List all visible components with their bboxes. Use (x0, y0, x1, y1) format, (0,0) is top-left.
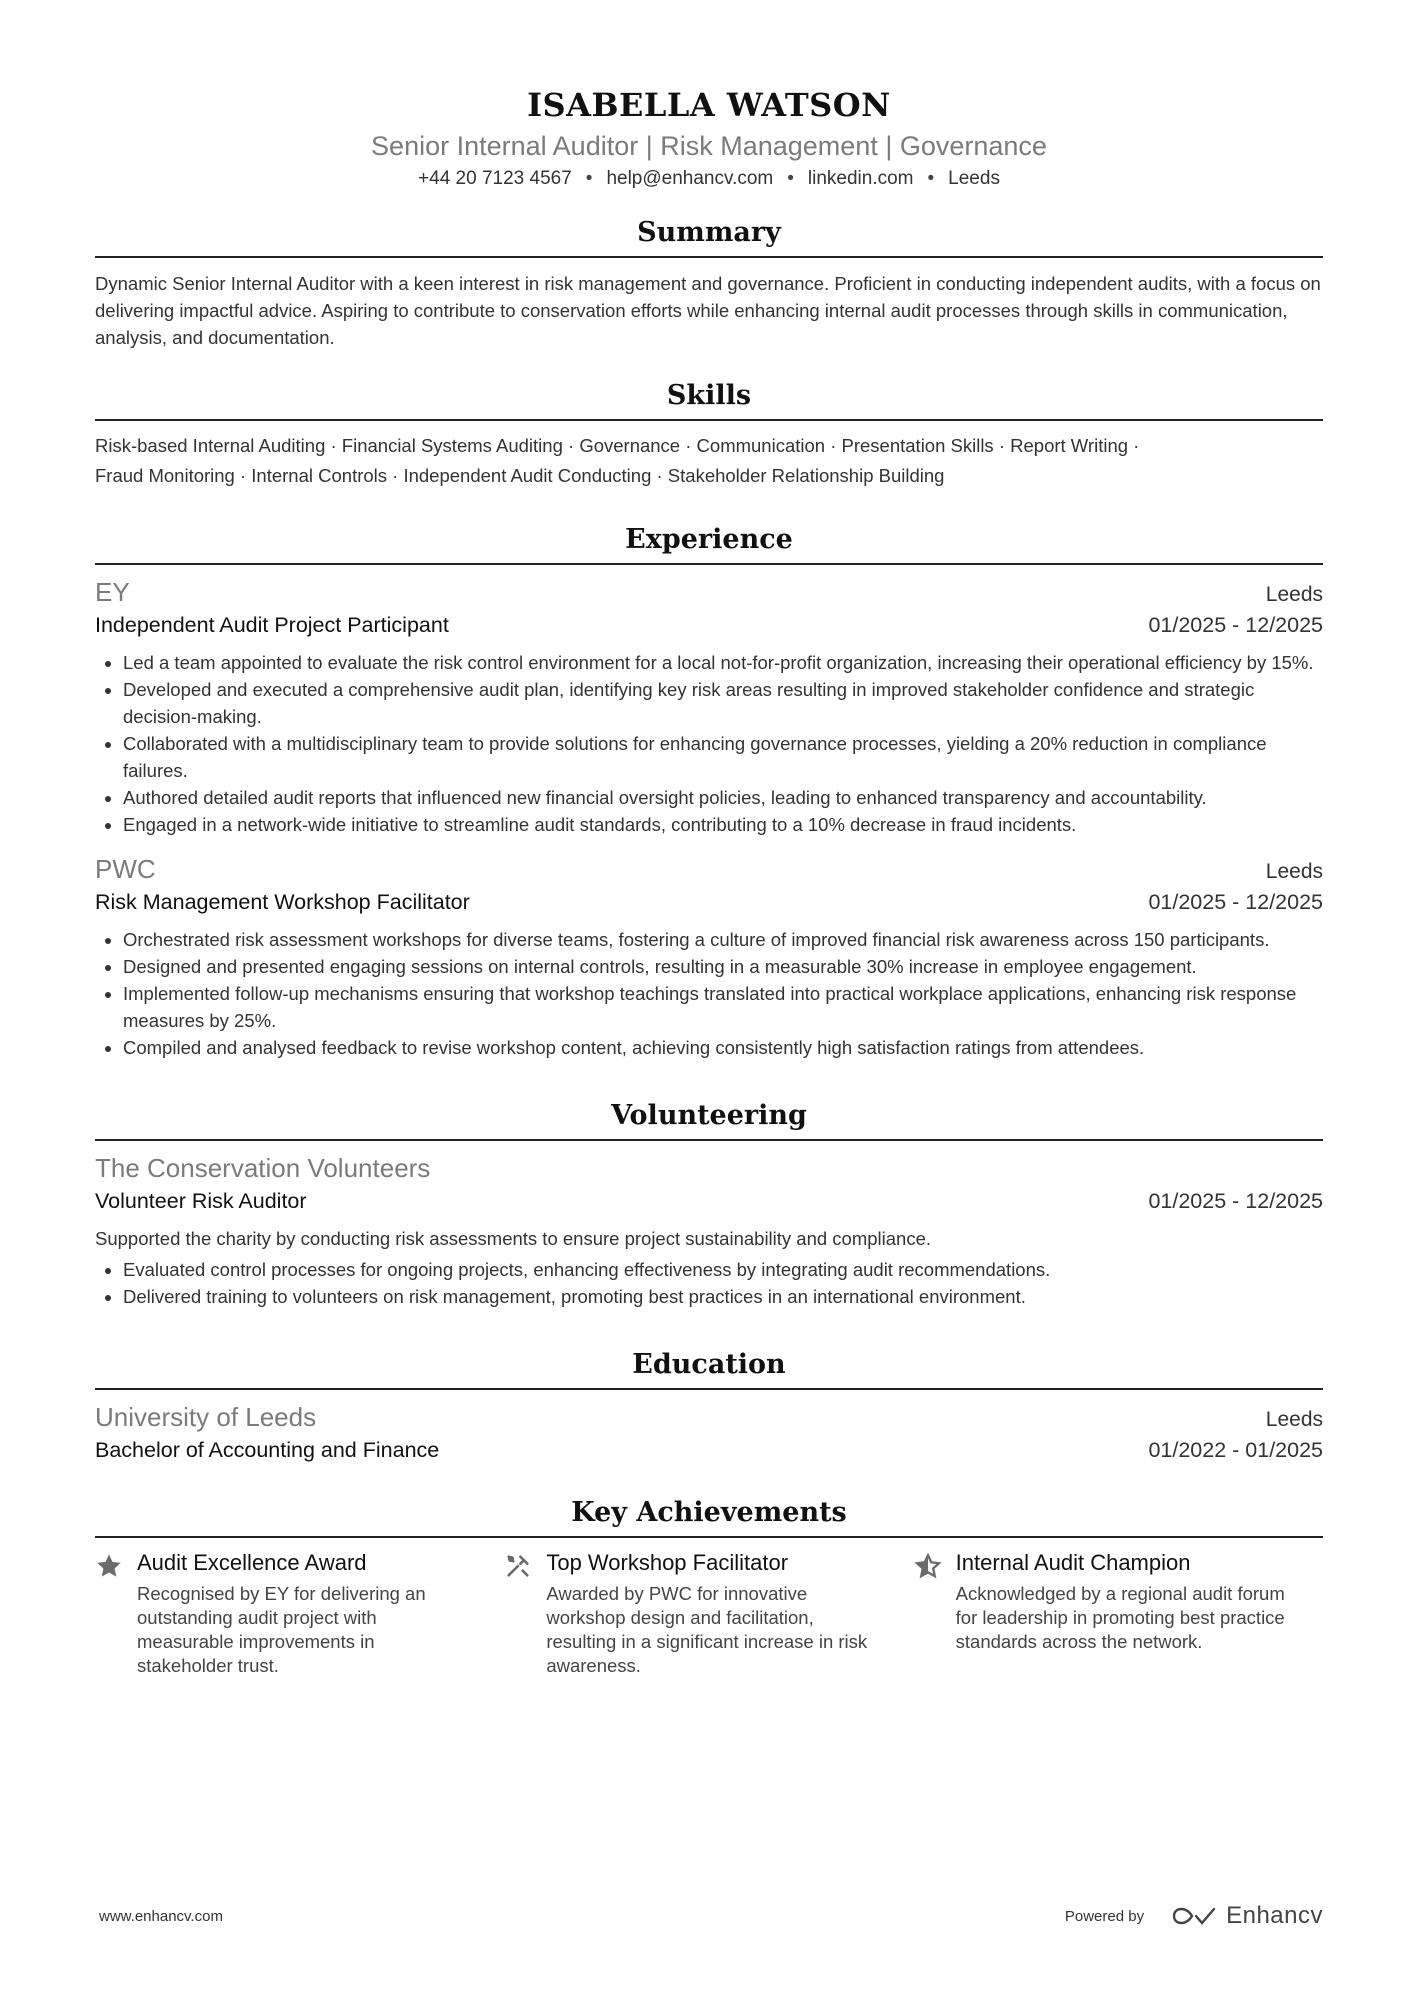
volunteer-dates: 01/2025 - 12/2025 (1148, 1189, 1323, 1213)
bullet-item: • Collaborated with a multidisciplinary team to provide solutions for enhancing governance processes, yielding a 20% reduction in compliance failures. (123, 730, 1323, 784)
bullet-item: • Orchestrated risk assessment workshops for diverse teams, fostering a culture of improved financial risk awareness across 150 participants. (123, 926, 1323, 953)
job-title: Independent Audit Project Participant (95, 613, 449, 637)
job-bullets (95, 649, 1323, 838)
job-title: Risk Management Workshop Facilitator (95, 890, 470, 914)
bullet-item: • Evaluated control processes for ongoing projects, enhancing effectiveness by integrating audit recommendations. (123, 1256, 1323, 1283)
candidate-name: ISABELLA WATSON (527, 86, 891, 124)
volunteering-section (95, 1097, 1323, 1310)
achievement-description: Awarded by PWC for innovative workshop design and facilitation, resulting in a significant increase in risk awareness. (546, 1583, 868, 1676)
achievement-item (504, 1548, 913, 1678)
bullet-item: • Implemented follow-up mechanisms ensuring that workshop teachings translated into practical workplace applications, enhancing risk response measures by 25%. (123, 980, 1323, 1034)
education-heading: Education (95, 1346, 1323, 1390)
education-section (95, 1346, 1323, 1466)
tools-icon (504, 1548, 546, 1678)
achievement-description: Recognised by EY for delivering an outstanding audit project with measurable improvements in stakeholder trust. (137, 1583, 426, 1676)
experience-section (95, 521, 1323, 1061)
bullet-item: • Developed and executed a comprehensive audit plan, identifying key risk areas resulting in improved stakeholder confidence and strategic decision-making. (123, 676, 1323, 730)
bullet-item: • Engaged in a network-wide initiative to streamline audit standards, contributing to a 10% decrease in fraud incidents. (123, 811, 1323, 838)
education-dates: 01/2022 - 01/2025 (1148, 1438, 1323, 1462)
footer-url[interactable]: www.enhancv.com (99, 1907, 223, 1925)
education-entry (95, 1400, 1323, 1466)
resume-page (95, 0, 1323, 1678)
volunteering-entry (95, 1151, 1323, 1310)
volunteer-role: Volunteer Risk Auditor (95, 1189, 307, 1213)
job-bullets (95, 926, 1323, 1061)
company-name: PWC (95, 854, 156, 884)
skills-line: Fraud Monitoring · Internal Controls · Independent Audit Conducting · Stakeholder Relationship Building (95, 465, 945, 486)
school-name: University of Leeds (95, 1402, 317, 1432)
page-footer (99, 1902, 1323, 1930)
brand-logo[interactable] (1170, 1902, 1323, 1930)
skills-list (95, 431, 1323, 491)
star-icon (95, 1548, 137, 1678)
brand-name: Enhancv (1226, 1902, 1323, 1929)
bullet-item: • Delivered training to volunteers on risk management, promoting best practices in an international environment. (123, 1283, 1323, 1310)
resume-header (95, 0, 1323, 192)
linkedin[interactable]: linkedin.com (807, 168, 914, 189)
separator-dot: • (787, 168, 794, 189)
bullet-item: • Designed and presented engaging sessions on internal controls, resulting in a measurable 30% increase in employee engagement. (123, 953, 1323, 980)
powered-by (1065, 1902, 1323, 1930)
school-location: Leeds (1265, 1408, 1323, 1431)
phone: +44 20 7123 4567 (418, 168, 572, 189)
bullet-item: • Led a team appointed to evaluate the risk control environment for a local not-for-profit organization, increasing their operational efficiency by 15%. (123, 649, 1323, 676)
experience-entry (95, 852, 1323, 1061)
candidate-title: Senior Internal Auditor | Risk Management | Governance (371, 131, 1047, 161)
bullet-item: • Compiled and analysed feedback to revise workshop content, achieving consistently high satisfaction ratings from attendees. (123, 1034, 1323, 1061)
achievement-description: Acknowledged by a regional audit forum for leadership in promoting best practice standards across the network. (955, 1583, 1285, 1652)
summary-text: Dynamic Senior Internal Auditor with a keen interest in risk management and governance. Proficient in conducting independent audits, with a focus on delivering impactful advice. Aspiring to contribute to conservation efforts while enhancing internal audit processes through skills in communication, analysis, and documentation. (95, 273, 1321, 348)
summary-heading: Summary (95, 214, 1323, 258)
summary-section (95, 214, 1323, 351)
job-dates: 01/2025 - 12/2025 (1148, 613, 1323, 637)
skills-line: Risk-based Internal Auditing · Financial Systems Auditing · Governance · Communication · Presentation Skills · Report Writing · (95, 435, 1140, 456)
achievement-item (914, 1548, 1323, 1678)
achievements-section (95, 1494, 1323, 1678)
achievements-grid (95, 1548, 1323, 1678)
skills-section (95, 377, 1323, 491)
achievement-title: Audit Excellence Award (137, 1550, 367, 1575)
star-outline-icon (914, 1548, 956, 1678)
organization-name: The Conservation Volunteers (95, 1153, 431, 1183)
experience-heading: Experience (95, 521, 1323, 565)
job-location: Leeds (1265, 860, 1323, 883)
achievements-heading: Key Achievements (95, 1494, 1323, 1538)
achievement-item (95, 1548, 504, 1678)
job-location: Leeds (1265, 583, 1323, 606)
volunteering-heading: Volunteering (95, 1097, 1323, 1141)
enhancv-logo-icon (1170, 1904, 1218, 1928)
degree: Bachelor of Accounting and Finance (95, 1438, 440, 1462)
job-dates: 01/2025 - 12/2025 (1148, 890, 1323, 914)
powered-by-label: Powered by (1064, 1907, 1145, 1925)
bullet-item: • Authored detailed audit reports that influenced new financial oversight policies, leading to enhanced transparency and accountability. (123, 784, 1323, 811)
separator-dot: • (927, 168, 935, 189)
contact-line (95, 166, 1323, 192)
volunteer-bullets (95, 1256, 1323, 1310)
volunteer-description: Supported the charity by conducting risk assessments to ensure project sustainability and compliance. (95, 1228, 932, 1249)
experience-entry (95, 575, 1323, 838)
company-name: EY (95, 577, 130, 607)
skills-heading: Skills (95, 377, 1323, 421)
separator-dot: • (585, 168, 593, 189)
achievement-title: Internal Audit Champion (955, 1550, 1191, 1575)
location: Leeds (948, 168, 1000, 189)
achievement-title: Top Workshop Facilitator (546, 1550, 789, 1575)
email[interactable]: help@enhancv.com (606, 168, 774, 189)
